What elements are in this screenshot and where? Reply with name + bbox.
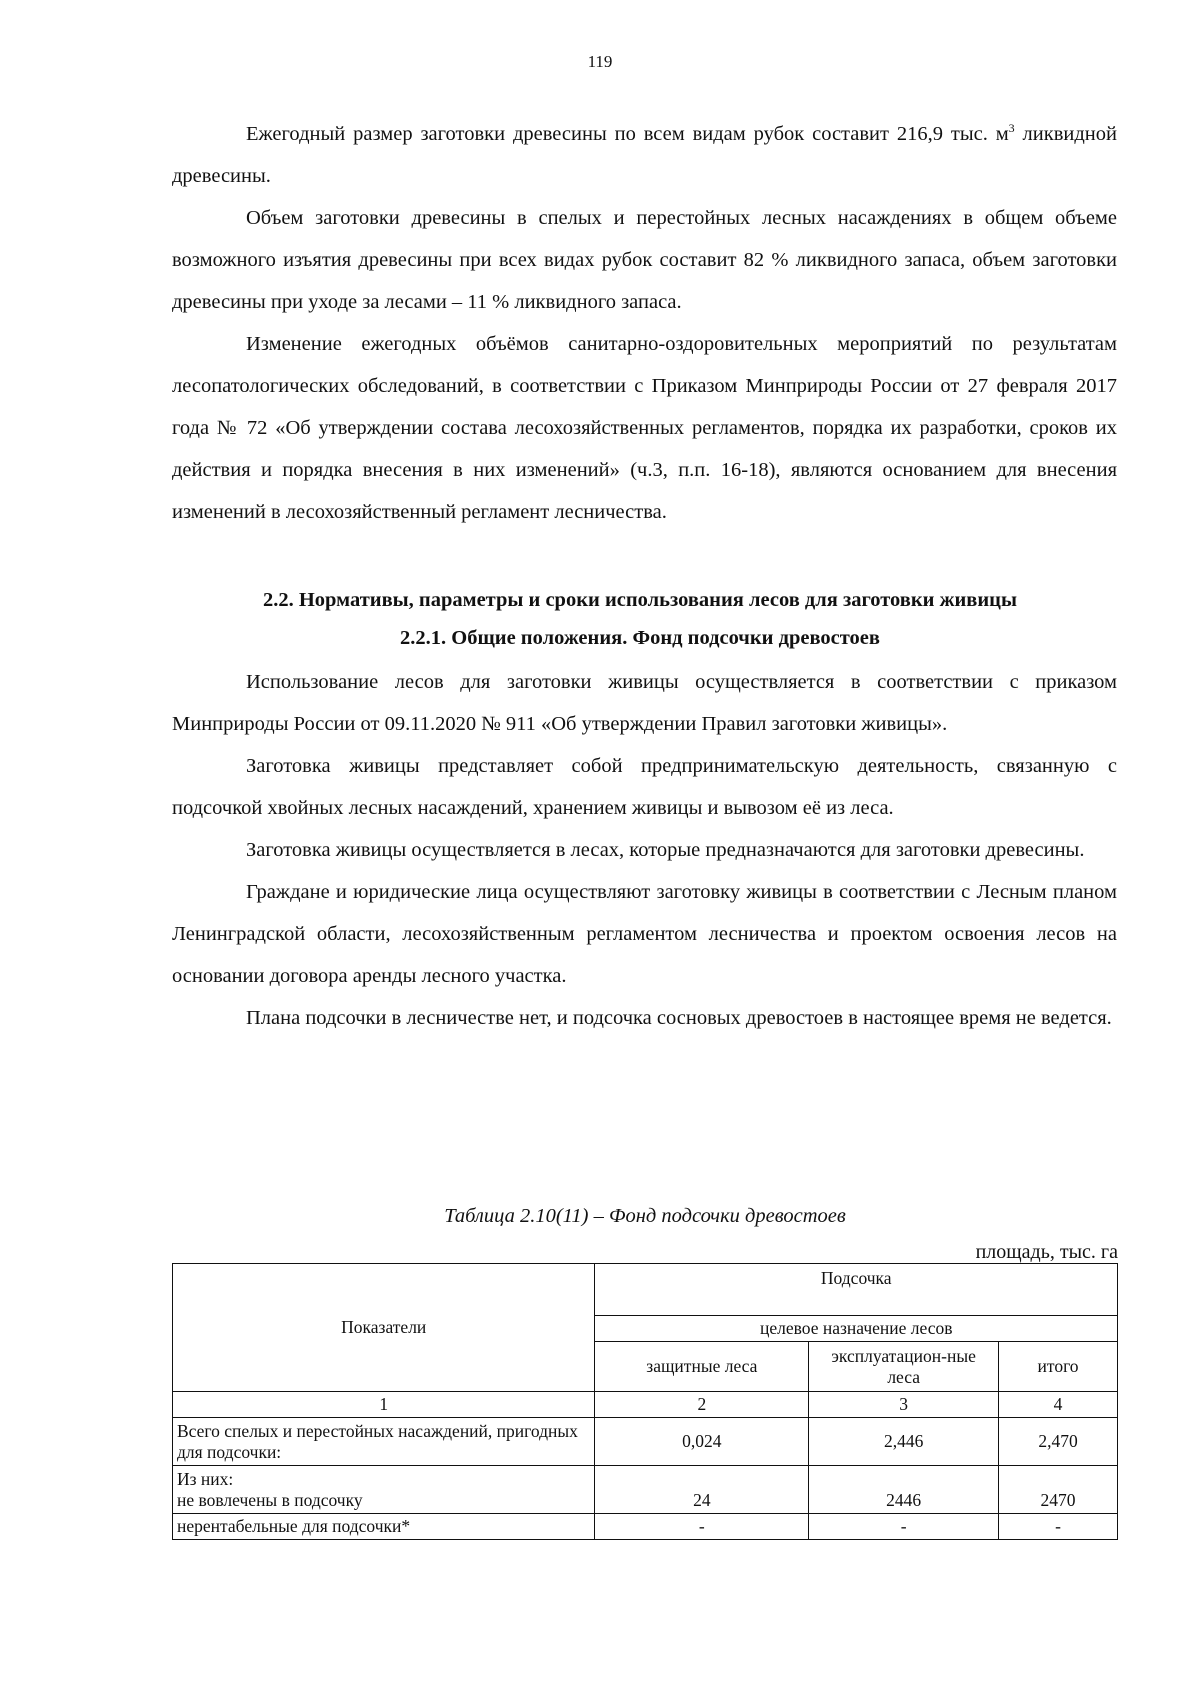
col-number: 4 [999, 1392, 1118, 1418]
col-number: 3 [809, 1392, 999, 1418]
text-section-2 [172, 661, 1117, 1039]
paragraph-annual-harvest [172, 107, 1117, 197]
cell-protective: 24 [595, 1466, 809, 1514]
paragraph-resin-definition: Заготовка живицы представляет собой предпринимательскую деятельность, связанную с подсочкой хвойных лесных насаждений, хранением живицы и вывозом её из леса. [172, 755, 1117, 819]
cell-protective: - [595, 1514, 809, 1540]
paragraph-no-plan: Плана подсочки в лесничестве нет, и подсочка сосновых древостоев в настоящее время не ведется. [246, 1007, 1112, 1029]
table-row [173, 1418, 1118, 1466]
header-operational: эксплуатацион-ные леса [809, 1342, 999, 1392]
cell-operational: 2446 [809, 1466, 999, 1514]
paragraph-text-tail: ликвидной древесины. [172, 122, 1117, 187]
page-number: 119 [587, 52, 613, 71]
section-heading: 2.2. Нормативы, параметры и сроки использования лесов для заготовки живицы [262, 589, 1017, 611]
tapping-fund-table [172, 1263, 1118, 1540]
table-units: площадь, тыс. га [975, 1241, 1118, 1263]
cell-total: 2,470 [999, 1418, 1118, 1466]
superscript: 3 [1008, 121, 1015, 135]
subsection-heading: 2.2.1. Общие положения. Фонд подсочки древостоев [400, 627, 880, 649]
paragraph-text: Ежегодный размер заготовки древесины по всем видам рубок составит 216,9 тыс. м [246, 122, 1009, 145]
text-section-1 [172, 107, 1117, 533]
row-label: Всего спелых и перестойных насаждений, пригодных для подсочки: [173, 1418, 595, 1466]
header-protective: защитные леса [595, 1342, 809, 1392]
header-total: итого [999, 1342, 1118, 1392]
table-row [173, 1514, 1118, 1540]
header-indicators: Показатели [173, 1264, 595, 1392]
row-label-line: не вовлечены в подсочку [177, 1489, 363, 1510]
col-number: 2 [595, 1392, 809, 1418]
cell-operational: - [809, 1514, 999, 1540]
column-numbers-row [173, 1392, 1118, 1418]
col-number: 1 [173, 1392, 595, 1418]
paragraph-resin-forests: Заготовка живицы осуществляется в лесах, которые предназначаются для заготовки древесины. [246, 839, 1085, 861]
cell-operational: 2,446 [809, 1418, 999, 1466]
cell-total: - [999, 1514, 1118, 1540]
table-caption: Таблица 2.10(11) – Фонд подсочки древостоев [444, 1205, 846, 1227]
row-label [173, 1466, 595, 1514]
header-purpose: целевое назначение лесов [595, 1316, 1118, 1342]
paragraph-citizens: Граждане и юридические лица осуществляют заготовку живицы в соответствии с Лесным планом Ленинградской области, лесохозяйственным регламентом лесничества и проектом освоения лесов на основании договора аренды лесного участка. [172, 881, 1117, 987]
paragraph-resin-usage: Использование лесов для заготовки живицы осуществляется в соответствии с приказом Минприроды России от 09.11.2020 № 911 «Об утверждении Правил заготовки живицы». [172, 671, 1117, 735]
header-tapping: Подсочка [595, 1264, 1118, 1316]
cell-total: 2470 [999, 1466, 1118, 1514]
cell-protective: 0,024 [595, 1418, 809, 1466]
row-label-line: Из них: [177, 1468, 234, 1489]
row-label: нерентабельные для подсочки* [173, 1514, 595, 1540]
table-row [173, 1466, 1118, 1514]
paragraph-sanitary-measures: Изменение ежегодных объёмов санитарно-оздоровительных мероприятий по результатам лесопатологических обследований, в соответствии с Приказом Минприроды России от 27 февраля 2017 года № 72 «Об утверждении состава лесохозяйственных регламентов, порядка их разработки, сроков их действия и порядка внесения в них изменений» (ч.3, п.п. 16-18), являются основанием для внесения изменений в лесохозяйственный регламент лесничества. [172, 332, 1117, 523]
paragraph-harvest-volume: Объем заготовки древесины в спелых и перестойных лесных насаждениях в общем объеме возможного изъятия древесины при всех видах рубок составит 82 % ликвидного запаса, объем заготовки древесины при уходе за лесами – 11 % ликвидного запаса. [172, 206, 1117, 313]
